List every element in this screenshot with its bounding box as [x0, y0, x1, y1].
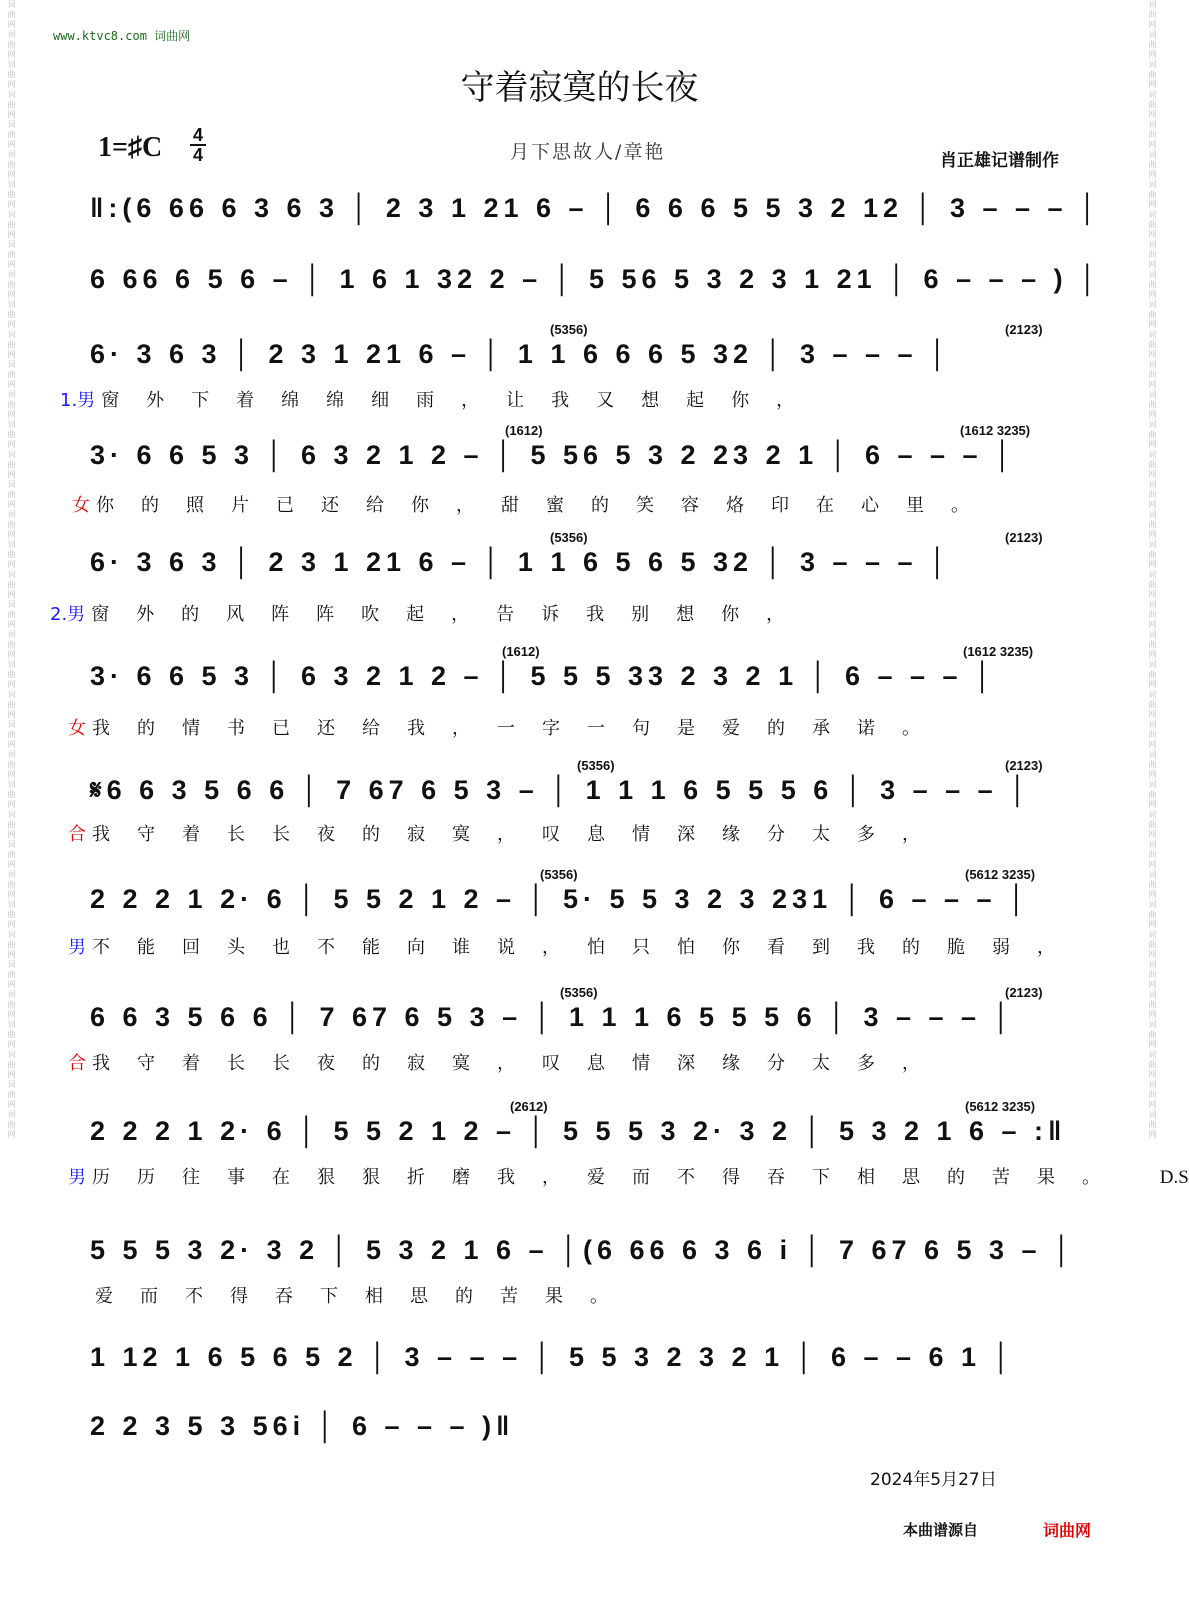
grace-note: (5356): [540, 867, 578, 882]
role-label: 2.男: [50, 604, 86, 625]
score-row-4: [72, 423, 1077, 516]
subtitle: 月下思故人/章艳: [510, 141, 666, 163]
grace-note: (2612): [510, 1099, 548, 1114]
score-row-13: [90, 1406, 1077, 1446]
role-label: 女: [68, 718, 86, 739]
role-label: 合: [68, 824, 86, 845]
notes: 5 5 5 3 2· 3 2 │ 5 3 2 1 6 – │(6 66 6 3 6 i │ 7 67 6 5 3 – │: [90, 1235, 1076, 1265]
lyric-text: 不能回头也不能向谁说，怕只怕你看到我的脆弱，: [92, 937, 1082, 958]
grace-note: (2123): [1005, 322, 1043, 337]
grace-note: (5356): [560, 985, 598, 1000]
grace-note: (5356): [550, 322, 588, 337]
notes: 1 12 1 6 5 6 5 2 │ 3 – – – │ 5 5 3 2 3 2 1 │ 6 – – 6 1 │: [90, 1342, 1016, 1372]
score-row-1: [90, 188, 1102, 228]
notes: 2 2 2 1 2· 6 │ 5 5 2 1 2 – │ 5 5 5 3 2· 3 2 │ 5 3 2 1 6 – :‖: [90, 1116, 1067, 1146]
score-row-5: [50, 530, 1077, 625]
lyric-line: [68, 820, 1077, 846]
lyric-text: 历历往事在狠狠折磨我，爱而不得吞下相思的苦果。: [92, 1167, 1127, 1188]
grace-note: (1612): [505, 423, 543, 438]
grace-note: (2123): [1005, 985, 1043, 1000]
grace-note: (5612 3235): [965, 1099, 1036, 1114]
lyric-line: [68, 1049, 1077, 1075]
notes: ‖:(6 66 6 3 6 3 │ 2 3 1 21 6 – │ 6 6 6 5 5 3 2 12 │ 3 – – – │: [90, 193, 1102, 223]
song-title: 守着寂寞的长夜: [460, 68, 699, 108]
grace-note: (2123): [1005, 758, 1043, 773]
notes: 6· 3 6 3 │ 2 3 1 21 6 – │ 1 1 6 6 6 5 32 │ 3 – – – │: [90, 339, 952, 369]
score-row-11: [90, 1230, 1077, 1307]
time-signature-bottom: 4: [192, 145, 203, 165]
source-label: 本曲谱源自: [903, 1521, 979, 1539]
grace-note: (5612 3235): [965, 867, 1036, 882]
grace-note: (1612): [502, 644, 540, 659]
time-signature: [190, 126, 206, 164]
role-label: 女: [72, 495, 90, 516]
notes: 6· 3 6 3 │ 2 3 1 21 6 – │ 1 1 6 5 6 5 32 │ 3 – – – │: [90, 547, 952, 577]
grace-note: (5356): [577, 758, 615, 773]
lyric-line: [68, 1163, 1189, 1189]
notes: 6 66 6 5 6 – │ 1 6 1 32 2 – │ 5 56 5 3 2 3 1 21 │ 6 – – – ) │: [90, 264, 1102, 294]
lyric-line: [68, 714, 1077, 740]
site-url[interactable]: www.ktvc8.com 词曲网: [53, 29, 191, 43]
notes: 3· 6 6 5 3 │ 6 3 2 1 2 – │ 5 56 5 3 2 23 2 1 │ 6 – – – │: [90, 440, 1017, 470]
grace-note: (2123): [1005, 530, 1043, 545]
role-label: 1.男: [60, 390, 96, 411]
score-row-2: [90, 259, 1102, 299]
notes: 2 2 3 5 3 56i │ 6 – – – )‖: [90, 1411, 515, 1441]
lyric-text: 窗外下着绵绵细雨，让我又想起你，: [101, 390, 822, 411]
role-label: 男: [68, 1167, 86, 1188]
lyric-text: 我守着长长夜的寂寞，叹息情深缘分太多，: [92, 824, 947, 845]
score-row-10: [68, 1099, 1189, 1188]
lyric-line: [72, 491, 1077, 517]
score-maker: 肖正雄记谱制作: [940, 151, 1059, 171]
grace-note: (1612 3235): [963, 644, 1034, 659]
grace-note: (5356): [550, 530, 588, 545]
grace-note: (1612 3235): [960, 423, 1031, 438]
score-row-8: [68, 867, 1082, 958]
lyric-line: [95, 1282, 1077, 1308]
notes: 𝄋6 6 3 5 6 6 │ 7 67 6 5 3 – │ 1 1 1 6 5 5 5 6 │ 3 – – – │: [90, 775, 1033, 805]
score-row-3: [60, 322, 1077, 411]
score-row-12: [90, 1337, 1077, 1377]
lyric-line: [68, 933, 1082, 959]
lyric-line: [50, 600, 1077, 626]
notes: 6 6 3 5 6 6 │ 7 67 6 5 3 – │ 1 1 1 6 5 5 5 6 │ 3 – – – │: [90, 1002, 1016, 1032]
lyric-text: 我守着长长夜的寂寞，叹息情深缘分太多，: [92, 1053, 947, 1074]
notes: 2 2 2 1 2· 6 │ 5 5 2 1 2 – │ 5· 5 5 3 2 3 231 │ 6 – – – │: [90, 884, 1031, 914]
score-row-9: [68, 985, 1077, 1074]
score-row-6: [68, 644, 1077, 739]
ds-mark: D.S: [1159, 1167, 1189, 1188]
watermark-right: 词曲网词曲网词曲网词曲网词曲网词曲网词曲网词曲网词曲网词曲网词曲网词曲网词曲网词曲网词曲网词曲网词曲网词曲网词曲网词曲网词曲网词曲网词曲网词曲网词曲网词曲网词曲网词曲网词曲网词曲网词曲网词曲网词曲网词曲网词曲网词曲网词曲网词曲网: [1148, 0, 1157, 1140]
key-signature: 1=♯C: [98, 132, 163, 163]
watermark-left: 词曲网词曲网词曲网词曲网词曲网词曲网词曲网词曲网词曲网词曲网词曲网词曲网词曲网词曲网词曲网词曲网词曲网词曲网词曲网词曲网词曲网词曲网词曲网词曲网词曲网词曲网词曲网词曲网词曲网词曲网词曲网词曲网词曲网词曲网词曲网词曲网词曲网词曲网: [7, 0, 16, 1140]
brand-link[interactable]: 词曲网: [1043, 1521, 1092, 1540]
date: 2024年5月27日: [870, 1470, 997, 1490]
lyric-line: [60, 386, 1077, 412]
notes: 3· 6 6 5 3 │ 6 3 2 1 2 – │ 5 5 5 33 2 3 2 1 │ 6 – – – │: [90, 661, 997, 691]
lyric-text: 爱而不得吞下相思的苦果。: [95, 1286, 635, 1307]
role-label: 男: [68, 937, 86, 958]
lyric-text: 窗外的风阵阵吹起，告诉我别想你，: [91, 604, 812, 625]
lyric-text: 我的情书已还给我，一字一句是爱的承诺。: [92, 718, 947, 739]
score-row-7: [68, 758, 1077, 845]
lyric-text: 你的照片已还给你，甜蜜的笑容烙印在心里。: [96, 495, 996, 516]
role-label: 合: [68, 1053, 86, 1074]
time-signature-top: 4: [192, 125, 203, 145]
